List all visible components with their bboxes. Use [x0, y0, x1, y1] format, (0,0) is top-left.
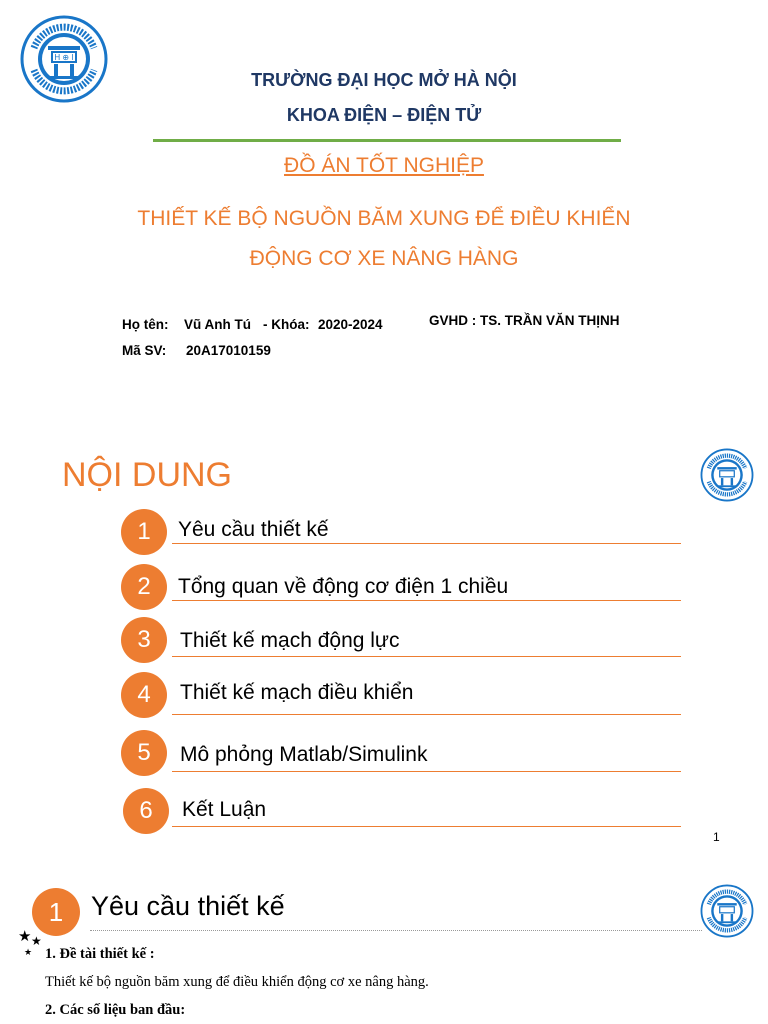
- university-logo-icon: [20, 8, 108, 110]
- item-underline: [172, 826, 681, 827]
- page-number: 1: [713, 830, 720, 844]
- section-heading-1: 1. Đề tài thiết kế :: [45, 946, 155, 962]
- item-number-badge: 6: [123, 788, 169, 834]
- contents-item: [0, 786, 768, 836]
- contents-title: NỘI DUNG: [62, 456, 232, 494]
- class-label: - Khóa:: [263, 317, 310, 332]
- section-paragraph-1: Thiết kế bộ nguồn băm xung để điều khiển động cơ xe nâng hàng.: [45, 974, 429, 990]
- student-name-label: Họ tên:: [122, 317, 169, 332]
- university-name: TRƯỜNG ĐẠI HỌC MỞ HÀ NỘI: [251, 70, 517, 90]
- section-heading-2: 2. Các số liệu ban đầu:: [45, 1002, 186, 1018]
- item-number-badge: 2: [121, 564, 167, 610]
- university-logo-icon: [700, 880, 754, 942]
- contents-item: [0, 669, 768, 719]
- item-underline: [172, 714, 681, 715]
- svg-text:H ⊕ I: H ⊕ I: [54, 53, 74, 62]
- item-underline: [172, 656, 681, 657]
- item-underline: [172, 771, 681, 772]
- svg-text:★: ★: [24, 948, 33, 957]
- contents-item: [0, 562, 768, 612]
- student-id-label: Mã SV:: [122, 343, 167, 358]
- title-divider: [153, 139, 621, 142]
- svg-text:★: ★: [31, 934, 42, 948]
- university-logo-icon: [700, 444, 754, 506]
- advisor-info: GVHD : TS. TRẦN VĂN THỊNH: [429, 313, 620, 328]
- item-number-badge: 5: [121, 730, 167, 776]
- contents-item-label: Thiết kế mạch điều khiển: [180, 681, 414, 704]
- topic-line-1: THIẾT KẾ BỘ NGUỒN BĂM XUNG ĐỂ ĐIỀU KHIỂN: [137, 207, 631, 230]
- topic-line-2: ĐỘNG CƠ XE NÂNG HÀNG: [249, 247, 519, 270]
- contents-item-label: Thiết kế mạch động lực: [180, 629, 400, 652]
- faculty-name: KHOA ĐIỆN – ĐIỆN TỬ: [286, 105, 482, 125]
- contents-item: [0, 507, 768, 557]
- contents-item-label: Tổng quan về động cơ điện 1 chiều: [178, 575, 509, 598]
- item-number-badge: 3: [121, 617, 167, 663]
- student-id-value: 20A17010159: [186, 343, 271, 358]
- item-number-badge: 1: [121, 509, 167, 555]
- contents-item: [0, 615, 768, 665]
- contents-item-label: Kết Luận: [182, 798, 267, 821]
- section-number-badge: 1: [32, 888, 80, 936]
- contents-item-label: Mô phỏng Matlab/Simulink: [180, 743, 428, 766]
- stars-bullet-icon: [18, 925, 48, 957]
- item-underline: [172, 600, 681, 601]
- contents-item-label: Yêu cầu thiết kế: [178, 518, 329, 541]
- contents-item: [0, 730, 768, 780]
- section-divider: [90, 930, 702, 931]
- thesis-label: ĐỒ ÁN TỐT NGHIỆP: [284, 154, 484, 177]
- item-underline: [172, 543, 681, 544]
- svg-text:★: ★: [18, 927, 32, 945]
- section-title: Yêu cầu thiết kế: [91, 891, 285, 921]
- class-value: 2020-2024: [318, 317, 383, 332]
- student-name-value: Vũ Anh Tú: [184, 317, 251, 332]
- item-number-badge: 4: [121, 672, 167, 718]
